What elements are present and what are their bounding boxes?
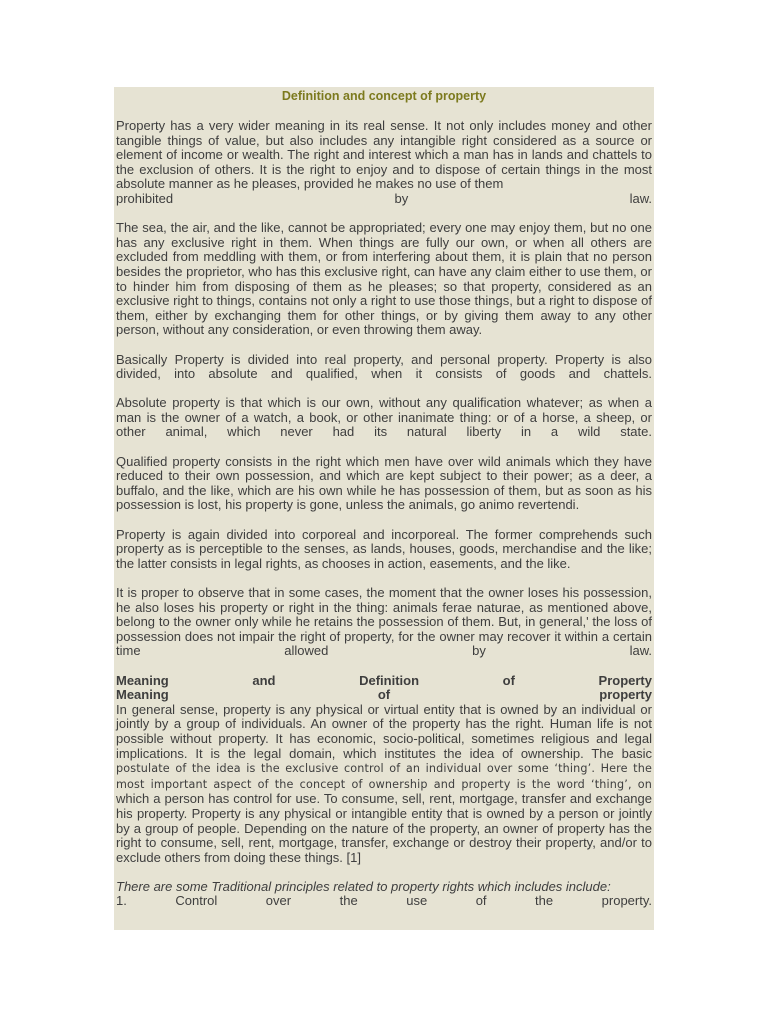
paragraph-exclusive-right: The sea, the air, and the like, cannot be appropriated; every one may enjoy them, but no one has any exclusive right in them. When things are fully our own, or when all others are excluded from meddling with them, or from interfering about them, it is plain that no person besides the proprietor, who has this exclusive right, can have any claim either to use them, or to hinder him from disposing of them as he pleases; so that property, considered as an exclusive right to things, contains not only a right to use those things, but a right to dispose of them, either by exchanging them for other things, or by giving them away to any other person, without any consideration, or even throwing them away. bbox=[116, 220, 652, 338]
paragraph-general-sense-part-b: postulate of the idea is the exclusive control of an individual over some ‘thing’. Here the most important aspect of the concept of ownership and property is the word ‘thing’, on bbox=[116, 762, 652, 791]
paragraph-traditional-principles: There are some Traditional principles related to property rights which includes include: bbox=[116, 878, 611, 894]
paragraph-property-meaning: Property has a very wider meaning in its real sense. It not only includes money and other tangible things of value, but also includes any intangible right considered as a source or element of income or wealth. The right and interest which a man has in lands and chattels to the exclusion of others. It is the right to enjoy and to dispose of certain things in the most absolute manner as he pleases, provided he makes no use of them bbox=[116, 118, 652, 192]
document-body bbox=[114, 119, 654, 909]
paragraph-qualified-property: Qualified property consists in the right which men have over wild animals which they have reduced to their own possession, and which are kept subject to their power; as a deer, a buffalo, and the like, which are his own while he has possession of them, but as soon as his possession is lost, his property is gone, unless the animals, go animo revertendi. bbox=[116, 453, 652, 513]
section-heading-meaning-definition: Meaning and Definition of Property bbox=[116, 672, 652, 688]
paragraph-general-sense-part-a: In general sense, property is any physical or virtual entity that is owned by an individual or jointly by a group of individuals. An owner of the property has the right. Human life is not possible without property. It has economic, socio-political, sometimes religious and legal implications. It is the legal domain, which institutes the idea of ownership. The basic bbox=[116, 701, 652, 761]
paragraph-absolute-property: Absolute property is that which is our own, without any qualification whatever; as when a man is the owner of a watch, a book, or other inanimate thing: or of a horse, a sheep, or other animal, which never had its natural liberty in a wild state. bbox=[116, 395, 652, 440]
paragraph-property-division: Basically Property is divided into real property, and personal property. Property is also divided, into absolute and qualified, when it consists of goods and chattels. bbox=[116, 351, 652, 382]
paragraph-general-sense-part-c: which a person has control for use. To consume, sell, rent, mortgage, transfer and exchange his property. Property is any physical or intangible entity that is owned by a person or jointly by a group of people. Depending on the nature of the property, an owner of property has the right to consume, sell, rent, mortgage, transfer, exchange or destroy their property, and/or to exclude others from doing these things. [1] bbox=[116, 791, 652, 865]
paragraph-property-meaning-end: prohibited by law. bbox=[116, 190, 652, 206]
document-title: Definition and concept of property bbox=[281, 89, 487, 103]
paragraph-general-sense bbox=[116, 703, 652, 866]
paragraph-loss-of-possession: It is proper to observe that in some cases, the moment that the owner loses his possession, he also loses his property or right in the thing: animals ferae naturae, as mentioned above, belong to the owner only while he retains the possession of them. But, in general,' the loss of possession does not impair the right of property, for the owner may recover it within a certain time allowed by law. bbox=[116, 585, 652, 659]
document-page bbox=[114, 87, 654, 930]
list-item-control: 1. Control over the use of the property. bbox=[116, 893, 652, 909]
section-heading-meaning: Meaning of property bbox=[116, 687, 652, 703]
paragraph-corporeal-property: Property is again divided into corporeal and incorporeal. The former comprehends such property as is perceptible to the senses, as lands, houses, goods, merchandise and the like; the latter consists in legal rights, as chooses in action, easements, and the like. bbox=[116, 526, 652, 571]
